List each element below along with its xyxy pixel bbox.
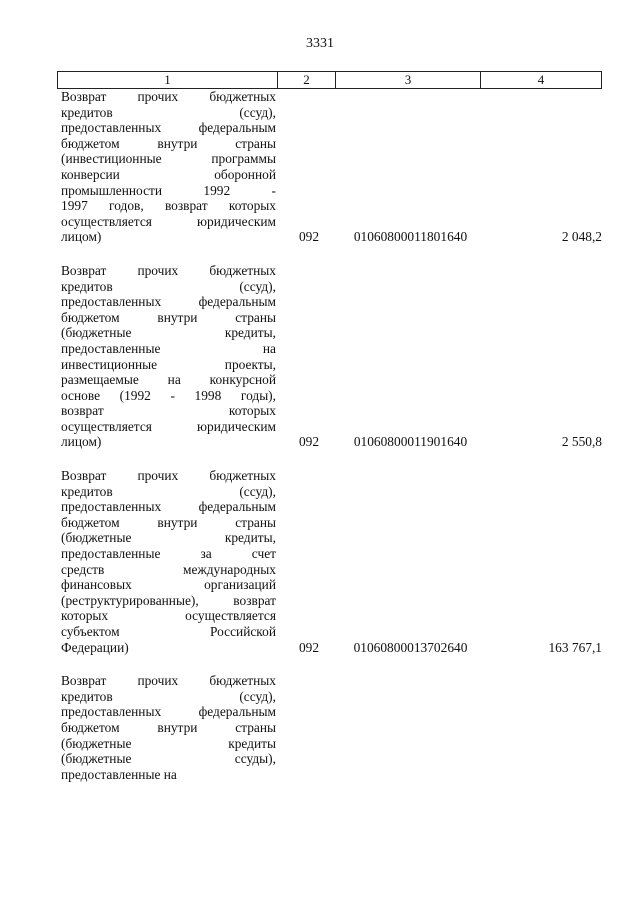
row-chapter-code: 092	[298, 229, 320, 245]
description-line: инвестиционные проекты,	[61, 356, 276, 372]
description-line: 1997 годов, возврат которых	[61, 198, 276, 214]
header-col-1: 1	[58, 72, 278, 88]
description-line: конверсии оборонной	[61, 166, 276, 182]
table-body	[57, 89, 602, 782]
table-row	[57, 673, 602, 782]
description-line: Возврат прочих бюджетных	[61, 468, 276, 484]
table-row	[57, 263, 602, 450]
description-line: осуществляется юридическим	[61, 418, 276, 434]
header-col-3: 3	[336, 72, 481, 88]
table-row	[57, 89, 602, 245]
row-chapter-code: 092	[298, 434, 320, 450]
description-line: предоставленных федеральным	[61, 499, 276, 515]
description-line: Возврат прочих бюджетных	[61, 89, 276, 104]
description-line: предоставленные на	[61, 340, 276, 356]
description-line: предоставленные за счет	[61, 546, 276, 562]
description-line: предоставленных федеральным	[61, 294, 276, 310]
row-description	[57, 673, 276, 782]
description-line: предоставленных федеральным	[61, 120, 276, 136]
row-amount: 2 550,8	[561, 434, 602, 450]
description-line: финансовых организаций	[61, 577, 276, 593]
description-line: Возврат прочих бюджетных	[61, 262, 276, 278]
description-line: промышленности 1992 -	[61, 182, 276, 198]
description-line: бюджетом внутри страны	[61, 514, 276, 530]
description-line: (бюджетные ссуды),	[61, 751, 276, 767]
row-description	[57, 468, 276, 655]
description-line: которых осуществляется	[61, 608, 276, 624]
description-line: бюджетом внутри страны	[61, 135, 276, 151]
description-line: Возврат прочих бюджетных	[61, 673, 276, 689]
page-number: 3331	[306, 36, 334, 51]
description-line: средств международных	[61, 561, 276, 577]
table-header-row	[57, 71, 602, 89]
budget-table	[57, 71, 602, 800]
row-description	[57, 263, 276, 450]
row-description	[57, 89, 276, 245]
description-line: лицом)	[61, 229, 102, 245]
table-row	[57, 468, 602, 655]
row-amount: 163 767,1	[548, 639, 602, 655]
row-classification-code: 01060800011801640	[353, 229, 468, 245]
row-classification-code: 01060800013702640	[353, 639, 468, 655]
description-line: возврат которых	[61, 403, 276, 419]
description-line: (бюджетные кредиты,	[61, 530, 276, 546]
description-line: (инвестиционные программы	[61, 151, 276, 167]
description-line: кредитов (ссуд),	[61, 104, 276, 120]
description-line: субъектом Российской	[61, 624, 276, 639]
description-line: (реструктурированные), возврат	[61, 592, 276, 608]
description-line: кредитов (ссуд),	[61, 688, 276, 704]
description-line: предоставленные на	[61, 766, 177, 782]
header-col-4: 4	[537, 72, 545, 87]
description-line: кредитов (ссуд),	[61, 483, 276, 499]
description-line: лицом)	[61, 434, 102, 450]
description-line: Федерации)	[61, 639, 129, 655]
row-amount: 2 048,2	[561, 229, 602, 245]
row-chapter-code: 092	[298, 639, 320, 655]
description-line: размещаемые на конкурсной	[61, 372, 276, 388]
description-line: бюджетом внутри страны	[61, 309, 276, 325]
description-line: осуществляется юридическим	[61, 213, 276, 229]
row-classification-code: 01060800011901640	[353, 434, 468, 450]
description-line: (бюджетные кредиты,	[61, 325, 276, 341]
description-line: кредитов (ссуд),	[61, 278, 276, 294]
description-line: (бюджетные кредиты	[61, 735, 276, 751]
description-line: предоставленных федеральным	[61, 704, 276, 720]
description-line: основе (1992 - 1998 годы),	[61, 387, 276, 403]
header-col-2: 2	[278, 72, 336, 88]
description-line: бюджетом внутри страны	[61, 719, 276, 735]
